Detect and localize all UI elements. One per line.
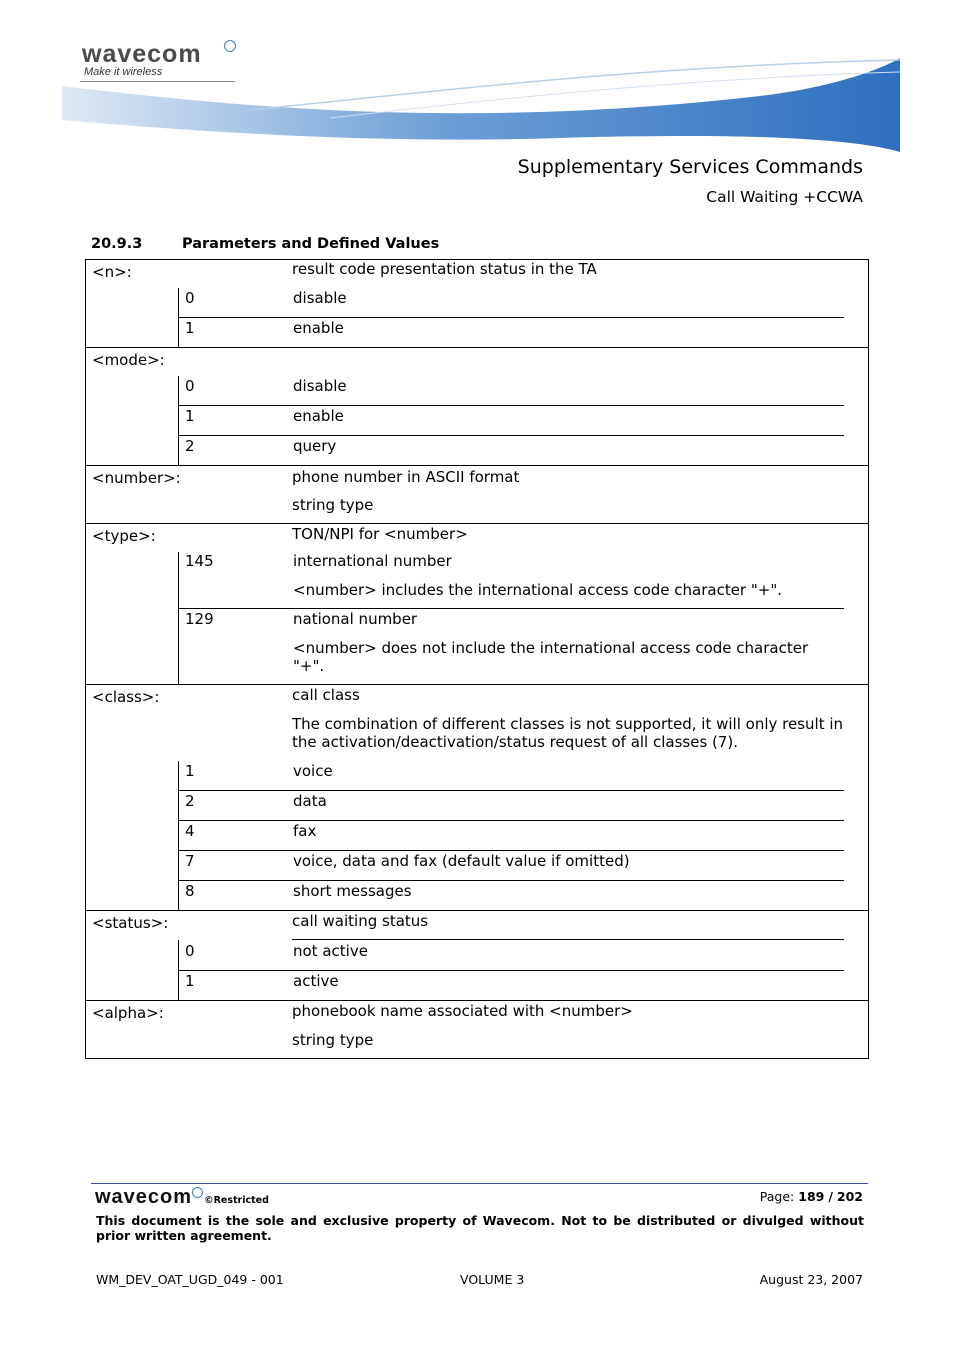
param-name: <type>:	[92, 527, 156, 545]
value-code: 4	[185, 822, 195, 840]
value-description: international number	[293, 552, 452, 570]
header-swoosh-graphic	[0, 0, 954, 160]
value-code: 0	[185, 942, 195, 960]
value-code: 1	[185, 972, 195, 990]
page-label: Page:	[759, 1189, 795, 1204]
value-row	[178, 971, 868, 1000]
section-subtitle: Call Waiting +CCWA	[706, 188, 863, 206]
value-description: active	[293, 972, 339, 990]
value-code: 129	[185, 610, 214, 628]
param-type	[86, 523, 868, 684]
param-description: phonebook name associated with <number>	[292, 1002, 633, 1020]
value-code: 7	[185, 852, 195, 870]
value-description: fax	[293, 822, 317, 840]
value-row	[178, 552, 868, 608]
value-code: 1	[185, 407, 195, 425]
param-description: string type	[292, 496, 374, 514]
logo-underline	[80, 81, 235, 82]
value-code: 2	[185, 437, 195, 455]
footer-logo-mark-icon	[192, 1187, 203, 1198]
value-code: 1	[185, 319, 195, 337]
value-row	[178, 761, 868, 790]
volume-label: VOLUME 3	[460, 1272, 525, 1287]
param-name: <alpha>:	[92, 1004, 164, 1022]
param-name: <class>:	[92, 688, 160, 706]
param-description: result code presentation status in the TA	[292, 260, 597, 278]
param-description: call waiting status	[292, 912, 429, 930]
value-description: query	[293, 437, 337, 455]
value-description: disable	[293, 289, 347, 307]
wavecom-logo: wavecom	[82, 40, 202, 68]
value-code: 1	[185, 762, 195, 780]
restricted-label: ©Restricted	[204, 1195, 269, 1206]
param-description: call class	[292, 686, 360, 704]
param-alpha	[86, 1000, 868, 1058]
page-indicator	[760, 1189, 863, 1204]
value-description: national number	[293, 610, 418, 628]
param-n	[86, 260, 868, 347]
page-total: 202	[836, 1189, 863, 1204]
value-description: enable	[293, 407, 344, 425]
value-row	[178, 851, 868, 880]
value-code: 0	[185, 377, 195, 395]
confidentiality-notice: This document is the sole and exclusive property of Wavecom. Not to be distributed or divulged without prior written agreement.	[96, 1213, 864, 1243]
page-separator: /	[828, 1189, 833, 1204]
value-row	[178, 436, 868, 465]
document-date: August 23, 2007	[759, 1272, 863, 1287]
param-name: <n>:	[92, 263, 132, 281]
wavecom-logo-mark-icon	[224, 40, 236, 52]
param-status	[86, 910, 868, 1000]
value-row	[178, 609, 868, 684]
param-description: phone number in ASCII format	[292, 468, 520, 486]
value-description: data	[293, 792, 327, 810]
logo-tagline: Make it wireless	[84, 66, 163, 78]
value-row	[178, 940, 868, 970]
param-number	[86, 465, 868, 523]
value-note: <number> includes the international access code character "+".	[293, 581, 782, 599]
param-description: TON/NPI for <number>	[292, 525, 468, 543]
page-number: 189	[798, 1189, 825, 1204]
chapter-title: Supplementary Services Commands	[517, 156, 863, 178]
footer-rule	[91, 1183, 868, 1184]
value-note: <number> does not include the international access code character "+".	[293, 639, 809, 675]
value-row	[178, 821, 868, 850]
section-title: Parameters and Defined Values	[182, 236, 440, 252]
value-description: disable	[293, 377, 347, 395]
section-number: 20.9.3	[91, 236, 143, 252]
param-name: <mode>:	[92, 351, 165, 369]
value-row	[178, 318, 868, 347]
value-row	[178, 376, 868, 405]
value-description: voice	[293, 762, 333, 780]
param-description: The combination of different classes is not supported, it will only result in the activation/deactivation/status request of all classes (7).	[292, 715, 844, 751]
param-description: string type	[292, 1031, 374, 1049]
value-row	[178, 881, 868, 910]
value-description: enable	[293, 319, 344, 337]
param-class	[86, 684, 868, 910]
footer-wavecom-logo: wavecom	[95, 1186, 193, 1208]
value-code: 2	[185, 792, 195, 810]
parameters-table	[85, 259, 869, 1059]
value-row	[178, 791, 868, 820]
footer-logo	[95, 1186, 269, 1209]
value-code: 145	[185, 552, 214, 570]
value-description: voice, data and fax (default value if omitted)	[293, 852, 630, 870]
value-row	[178, 288, 868, 317]
param-mode	[86, 347, 868, 465]
value-row	[178, 406, 868, 435]
value-description: not active	[293, 942, 368, 960]
value-code: 8	[185, 882, 195, 900]
param-name: <status>:	[92, 914, 169, 932]
value-description: short messages	[293, 882, 412, 900]
document-id: WM_DEV_OAT_UGD_049 - 001	[96, 1272, 284, 1287]
section-heading	[91, 236, 439, 252]
param-name: <number>:	[92, 469, 181, 487]
value-code: 0	[185, 289, 195, 307]
